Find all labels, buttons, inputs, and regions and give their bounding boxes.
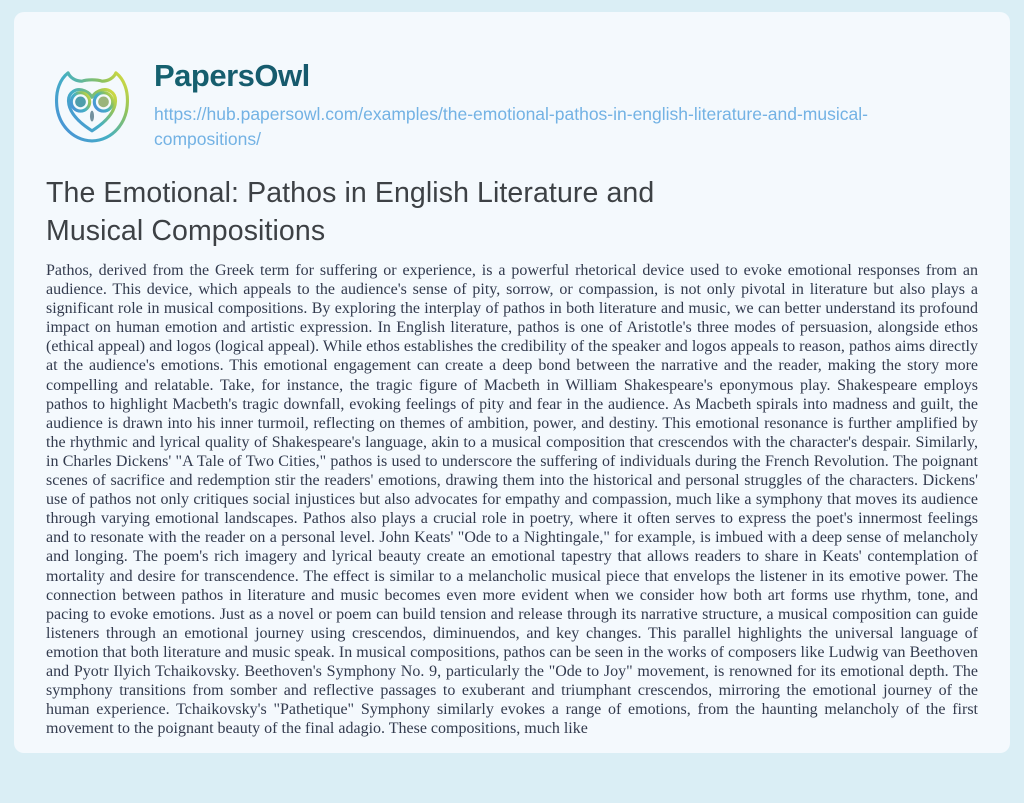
brand-name: PapersOwl bbox=[154, 58, 944, 94]
page-title: The Emotional: Pathos in English Literature and Musical Compositions bbox=[46, 177, 655, 247]
article-card bbox=[14, 12, 1010, 753]
article-body-text: Pathos, derived from the Greek term for suffering or experience, is a powerful rhetorical device used to evoke emotional responses from an audience. This device, which appeals to the audience's sense of pity, sorrow, or compassion, is not only pivotal in literature but also plays a significant role in musical compositions. By exploring the interplay of pathos in both literature and music, we can better understand its profound impact on human emotion and artistic expression. In English literature, pathos is one of Aristotle's three modes of persuasion, alongside ethos (ethical appeal) and logos (logical appeal). While ethos establishes the credibility of the speaker and logos appeals to reason, pathos aims directly at the audience's emotions. This emotional engagement can create a deep bond between the narrative and the reader, making the story more compelling and relatable. Take, for instance, the tragic figure of Macbeth in William Shakespeare's eponymous play. Shakespeare employs pathos to highlight Macbeth's tragic downfall, evoking feelings of pity and fear in the audience. As Macbeth spirals into madness and guilt, the audience is drawn into his inner turmoil, reflecting on themes of ambition, power, and destiny. This emotional resonance is further amplified by the rhythmic and lyrical quality of Shakespeare's language, akin to a musical composition that crescendos with the character's despair. Similarly, in Charles Dickens' "A Tale of Two Cities," pathos is used to underscore the suffering of individuals during the French Revolution. The poignant scenes of sacrifice and redemption stir the readers' emotions, drawing them into the historical and personal struggles of the characters. Dickens' use of pathos not only critiques social injustices but also advocates for empathy and compassion, much like a symphony that moves its audience through varying emotional landscapes. Pathos also plays a crucial role in poetry, where it often serves to express the poet's innermost feelings and to resonate with the reader on a personal level. John Keats' "Ode to a Nightingale," for example, is imbued with a deep sense of melancholy and longing. The poem's rich imagery and lyrical beauty create an emotional tapestry that allows readers to share in Keats' contemplation of mortality and desire for transcendence. The effect is similar to a melancholic musical piece that envelops the listener in its emotive power. The connection between pathos in literature and music becomes even more evident when we consider how both art forms use rhythm, tone, and pacing to evoke emotions. Just as a novel or poem can build tension and release through its narrative structure, a musical composition can guide listeners through an emotional journey using crescendos, diminuendos, and key changes. This parallel highlights the universal language of emotion that both literature and music speak. In musical compositions, pathos can be seen in the works of composers like Ludwig van Beethoven and Pyotr Ilyich Tchaikovsky. Beethoven's Symphony No. 9, particularly the "Ode to Joy" movement, is renowned for its emotional depth. The symphony transitions from somber and reflective passages to exuberant and triumphant crescendos, mirroring the emotional journey of the human experience. Tchaikovsky's "Pathetique" Symphony similarly evokes a range of emotions, from the haunting melancholy of the first movement to the poignant beauty of the final adagio. These compositions, much like bbox=[46, 262, 978, 738]
article-url-link[interactable]: https://hub.papersowl.com/examples/the-emotional-pathos-in-english-literature-and-musical-compositions/ bbox=[154, 104, 868, 149]
header-text bbox=[154, 56, 944, 152]
header bbox=[46, 56, 978, 156]
papersowl-owl-logo-icon bbox=[46, 56, 138, 156]
